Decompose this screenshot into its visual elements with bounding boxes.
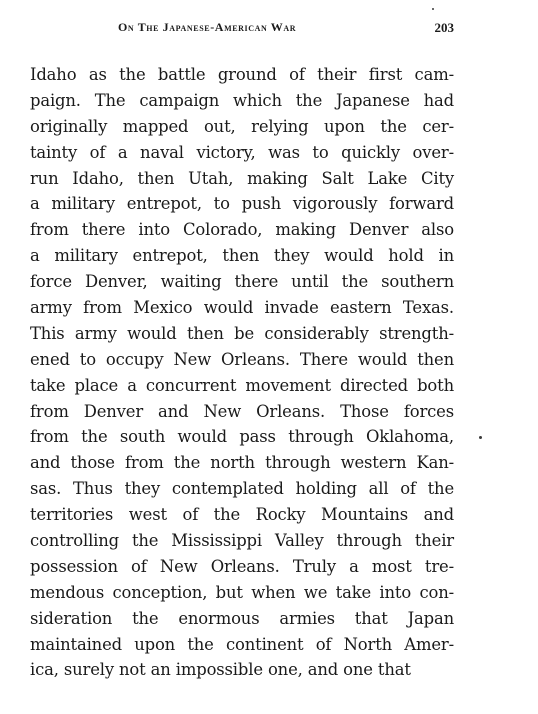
text-line: controlling the Mississippi Valley through their (30, 531, 454, 551)
print-speck (432, 8, 434, 10)
page-header (30, 20, 454, 42)
page-number: 203 (434, 20, 454, 35)
text-line: from the south would pass through Oklahoma, (30, 427, 454, 447)
text-line: sideration the enormous armies that Japan (30, 608, 454, 628)
text-line: a military entrepot, then they would hold in (30, 246, 454, 266)
text-line: territories west of the Rocky Mountains and (30, 505, 454, 525)
text-line: run Idaho, then Utah, making Salt Lake City (30, 168, 454, 188)
text-line: mendous conception, but when we take into con- (30, 582, 454, 602)
text-line: force Denver, waiting there until the southern (30, 272, 454, 292)
text-line: ened to occupy New Orleans. There would then (30, 349, 454, 369)
text-line: from Denver and New Orleans. Those forces (30, 401, 454, 421)
print-speck (479, 436, 482, 439)
text-line: take place a concurrent movement directed both (30, 375, 454, 395)
text-line: originally mapped out, relying upon the cer- (30, 116, 454, 136)
text-line: army from Mexico would invade eastern Texas. (30, 298, 454, 318)
text-line: Idaho as the battle ground of their first cam- (30, 65, 454, 84)
text-line: and those from the north through western Kan- (30, 453, 454, 473)
body-text (30, 62, 454, 683)
text-line: paign. The campaign which the Japanese had (30, 90, 454, 110)
text-line: ica, surely not an impossible one, and one that (30, 660, 411, 680)
running-head: On The Japanese-American War (118, 20, 297, 34)
text-line: sas. Thus they contemplated holding all of the (30, 479, 454, 499)
text-line: tainty of a naval victory, was to quickly over- (30, 142, 454, 162)
text-line: from there into Colorado, making Denver also (30, 220, 454, 240)
text-line: possession of New Orleans. Truly a most tre- (30, 556, 454, 576)
text-line: a military entrepot, to push vigorously forward (30, 194, 454, 214)
text-line: maintained upon the continent of North Amer- (30, 634, 454, 654)
text-line: This army would then be considerably strength- (30, 323, 454, 343)
